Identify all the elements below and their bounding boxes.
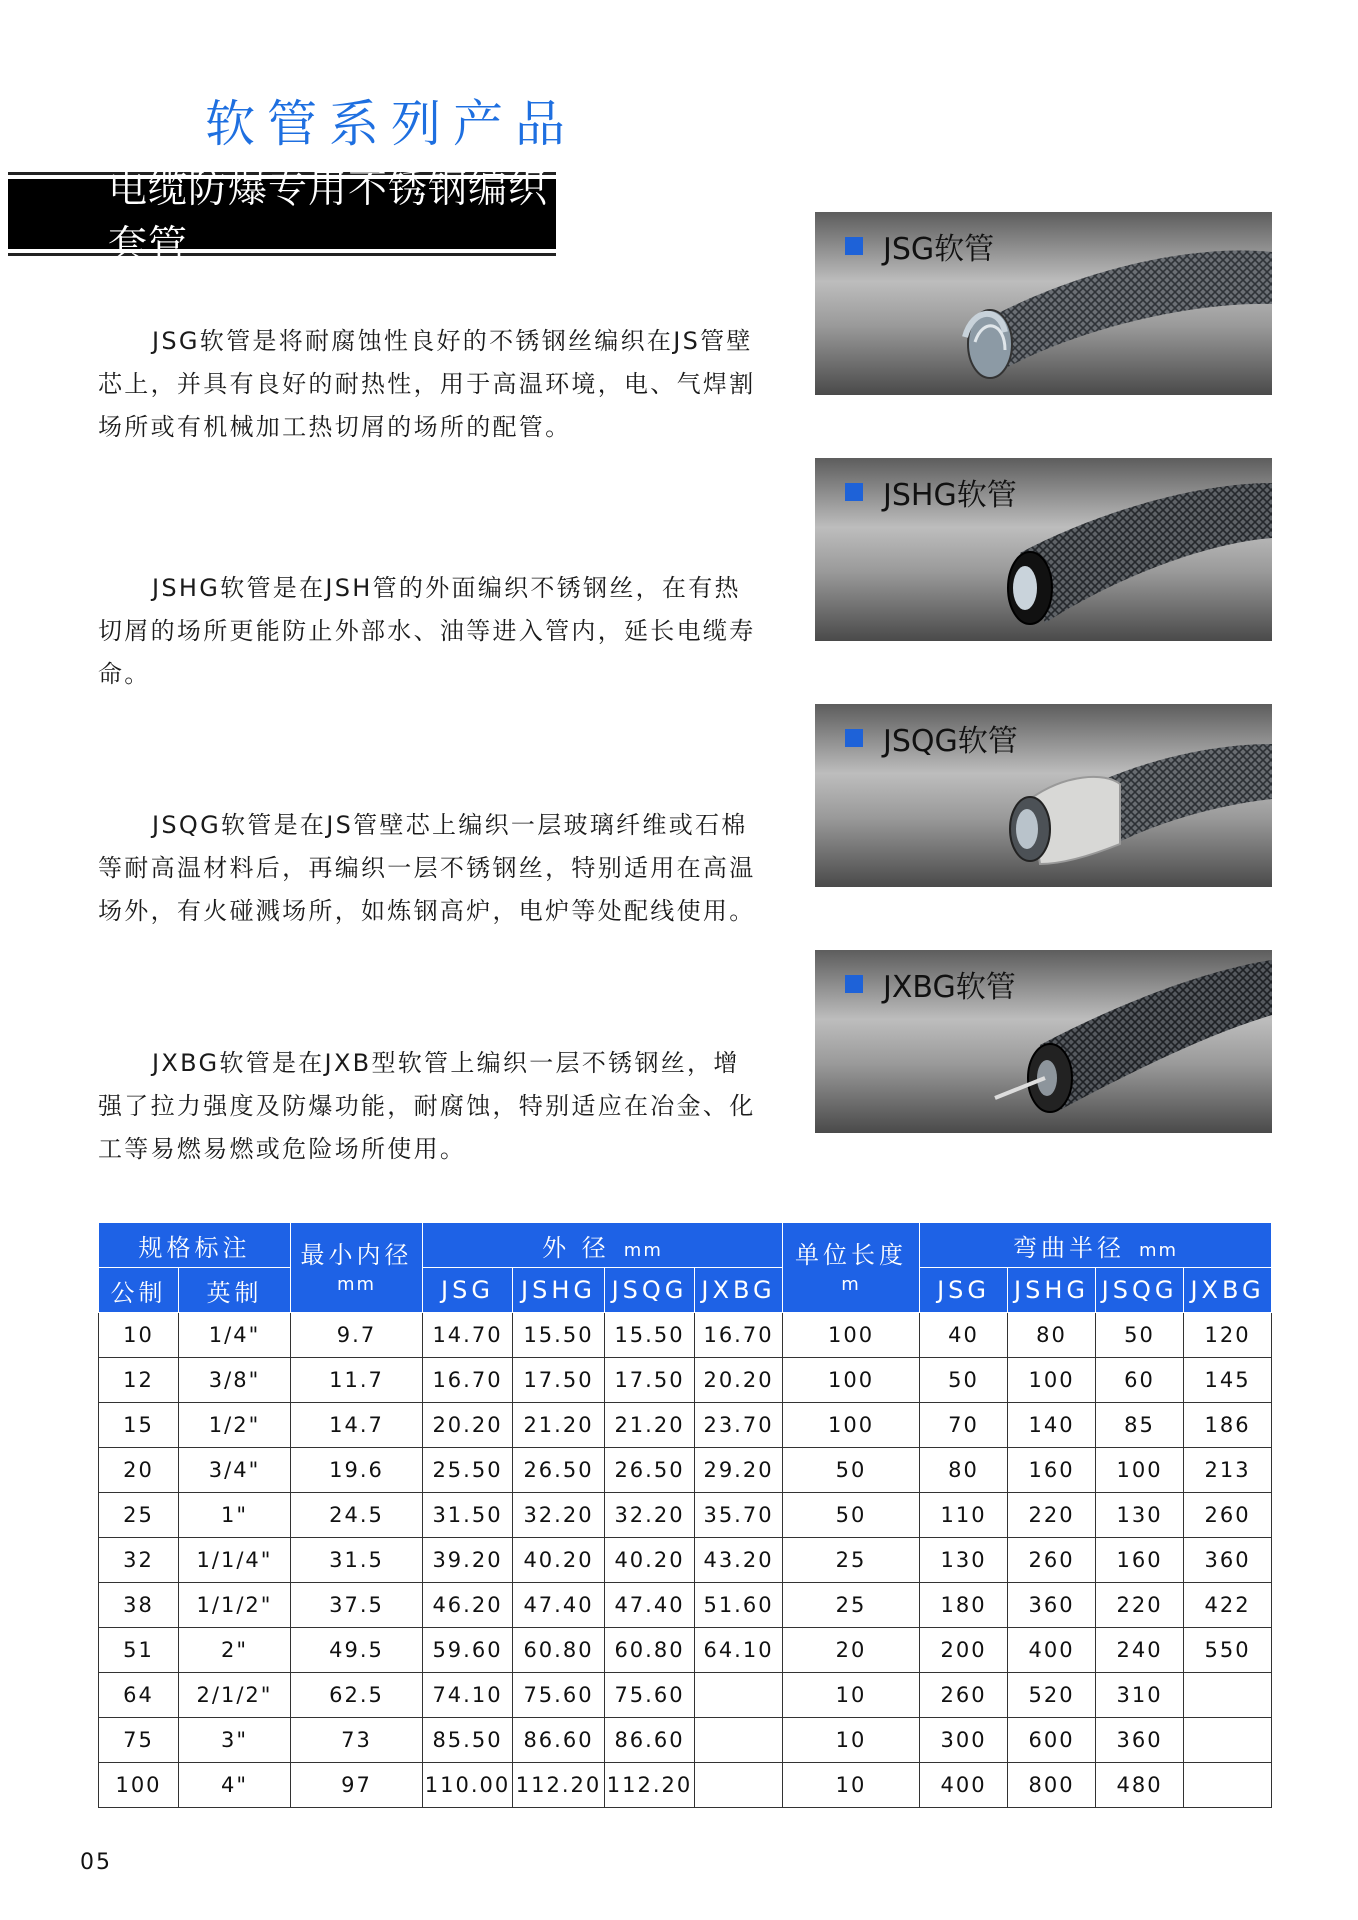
table-cell: 100 [1096, 1448, 1184, 1493]
table-cell: 100 [783, 1313, 920, 1358]
table-cell: 360 [1184, 1538, 1272, 1583]
header-metric: 公制 [99, 1268, 179, 1313]
table-cell: 300 [920, 1718, 1008, 1763]
table-cell: 47.40 [513, 1583, 605, 1628]
jxbg-photo-label: JXBG软管 [883, 970, 1016, 1005]
table-cell: 60 [1096, 1358, 1184, 1403]
table-cell: 1/1/4" [179, 1538, 291, 1583]
table-cell: 112.20 [605, 1763, 695, 1808]
table-cell: 75 [99, 1718, 179, 1763]
table-cell: 75.60 [605, 1673, 695, 1718]
table-cell: 31.50 [423, 1493, 513, 1538]
table-cell: 4" [179, 1763, 291, 1808]
table-cell: 74.10 [423, 1673, 513, 1718]
bullet-square-icon [845, 729, 863, 747]
table-cell: 360 [1008, 1583, 1096, 1628]
section-banner [8, 167, 556, 268]
jsqg-photo-label: JSQG软管 [883, 724, 1018, 759]
table-cell: 80 [920, 1448, 1008, 1493]
table-cell: 600 [1008, 1718, 1096, 1763]
table-cell: 60.80 [513, 1628, 605, 1673]
header-min-id-unit: mm [336, 1274, 377, 1295]
table-cell: 220 [1008, 1493, 1096, 1538]
header-unit-length-label: 单位长度 [795, 1241, 908, 1269]
table-cell: 3/4" [179, 1448, 291, 1493]
table-cell: 16.70 [423, 1358, 513, 1403]
table-cell: 1/1/2" [179, 1583, 291, 1628]
header-od-jsqg: JSQG [605, 1268, 695, 1313]
table-cell: 9.7 [291, 1313, 423, 1358]
table-cell: 24.5 [291, 1493, 423, 1538]
table-cell: 140 [1008, 1403, 1096, 1448]
table-cell: 40 [920, 1313, 1008, 1358]
table-cell: 160 [1096, 1538, 1184, 1583]
table-row [99, 1358, 1272, 1403]
bullet-square-icon [845, 483, 863, 501]
table-row [99, 1538, 1272, 1583]
table-cell: 86.60 [605, 1718, 695, 1763]
table-cell: 37.5 [291, 1583, 423, 1628]
table-cell: 400 [1008, 1628, 1096, 1673]
table-cell: 21.20 [513, 1403, 605, 1448]
table-cell: 21.20 [605, 1403, 695, 1448]
table-cell: 20.20 [695, 1358, 783, 1403]
table-cell: 130 [1096, 1493, 1184, 1538]
table-cell: 20.20 [423, 1403, 513, 1448]
table-cell: 112.20 [513, 1763, 605, 1808]
table-cell: 39.20 [423, 1538, 513, 1583]
header-min-inner-diameter [291, 1223, 423, 1313]
table-cell: 31.5 [291, 1538, 423, 1583]
header-bend-jsg: JSG [920, 1268, 1008, 1313]
table-cell: 422 [1184, 1583, 1272, 1628]
table-cell: 29.20 [695, 1448, 783, 1493]
table-cell: 38 [99, 1583, 179, 1628]
header-outer-diameter [423, 1223, 783, 1268]
table-cell [1184, 1673, 1272, 1718]
table-cell: 51.60 [695, 1583, 783, 1628]
table-cell: 26.50 [513, 1448, 605, 1493]
table-cell: 60.80 [605, 1628, 695, 1673]
table-cell: 15.50 [513, 1313, 605, 1358]
table-cell: 3" [179, 1718, 291, 1763]
table-cell: 800 [1008, 1763, 1096, 1808]
bullet-square-icon [845, 975, 863, 993]
table-cell: 310 [1096, 1673, 1184, 1718]
table-cell: 25 [783, 1538, 920, 1583]
table-cell: 100 [1008, 1358, 1096, 1403]
table-cell: 47.40 [605, 1583, 695, 1628]
table-cell: 14.70 [423, 1313, 513, 1358]
table-cell: 260 [1184, 1493, 1272, 1538]
table-cell: 32.20 [513, 1493, 605, 1538]
jsg-photo [815, 212, 1272, 395]
table-cell [1184, 1763, 1272, 1808]
table-cell: 2/1/2" [179, 1673, 291, 1718]
table-cell: 73 [291, 1718, 423, 1763]
table-row [99, 1628, 1272, 1673]
table-cell: 43.20 [695, 1538, 783, 1583]
table-cell [1184, 1718, 1272, 1763]
table-row [99, 1493, 1272, 1538]
table-row [99, 1583, 1272, 1628]
table-cell: 25.50 [423, 1448, 513, 1493]
table-cell: 50 [783, 1448, 920, 1493]
table-cell: 240 [1096, 1628, 1184, 1673]
jshg-photo [815, 458, 1272, 641]
table-cell: 59.60 [423, 1628, 513, 1673]
table-cell: 85 [1096, 1403, 1184, 1448]
table-row [99, 1448, 1272, 1493]
table-cell: 26.50 [605, 1448, 695, 1493]
jsg-photo-label: JSG软管 [883, 232, 995, 267]
table-cell: 2" [179, 1628, 291, 1673]
header-imperial: 英制 [179, 1268, 291, 1313]
table-cell: 213 [1184, 1448, 1272, 1493]
table-cell: 50 [1096, 1313, 1184, 1358]
jxbg-description: JXBG软管是在JXB型软管上编织一层不锈钢丝，增强了拉力强度及防爆功能，耐腐蚀，特别适应在冶金、化工等易燃易燃或危险场所使用。 [98, 1049, 756, 1163]
header-min-id-label: 最小内径 [300, 1241, 413, 1269]
table-cell: 50 [783, 1493, 920, 1538]
table-cell: 1" [179, 1493, 291, 1538]
table-row [99, 1763, 1272, 1808]
table-cell: 3/8" [179, 1358, 291, 1403]
table-cell: 14.7 [291, 1403, 423, 1448]
jsqg-photo [815, 704, 1272, 887]
table-cell: 520 [1008, 1673, 1096, 1718]
table-cell: 32 [99, 1538, 179, 1583]
table-row [99, 1403, 1272, 1448]
header-bend-jsqg: JSQG [1096, 1268, 1184, 1313]
table-cell: 62.5 [291, 1673, 423, 1718]
table-cell [695, 1673, 783, 1718]
table-cell: 15.50 [605, 1313, 695, 1358]
header-bend-radius [920, 1223, 1272, 1268]
bullet-square-icon [845, 237, 863, 255]
table-row [99, 1673, 1272, 1718]
table-cell: 11.7 [291, 1358, 423, 1403]
table-cell: 97 [291, 1763, 423, 1808]
table-cell: 40.20 [605, 1538, 695, 1583]
table-cell: 260 [920, 1673, 1008, 1718]
jxbg-photo [815, 950, 1272, 1133]
table-cell: 160 [1008, 1448, 1096, 1493]
banner-title: 电缆防爆专用不锈钢编织套管 [108, 167, 549, 268]
table-cell: 145 [1184, 1358, 1272, 1403]
table-cell: 75.60 [513, 1673, 605, 1718]
jshg-description: JSHG软管是在JSH管的外面编织不锈钢丝，在有热切屑的场所更能防止外部水、油等进入管内，延长电缆寿命。 [98, 574, 756, 688]
table-cell: 186 [1184, 1403, 1272, 1448]
table-cell: 260 [1008, 1538, 1096, 1583]
table-cell: 16.70 [695, 1313, 783, 1358]
header-od-jsg: JSG [423, 1268, 513, 1313]
table-cell: 220 [1096, 1583, 1184, 1628]
header-od-jxbg: JXBG [695, 1268, 783, 1313]
table-cell: 20 [99, 1448, 179, 1493]
table-cell: 1/4" [179, 1313, 291, 1358]
table-cell: 360 [1096, 1718, 1184, 1763]
spec-table [98, 1222, 1272, 1808]
table-cell: 200 [920, 1628, 1008, 1673]
table-cell: 40.20 [513, 1538, 605, 1583]
table-cell: 1/2" [179, 1403, 291, 1448]
table-cell: 46.20 [423, 1583, 513, 1628]
table-cell: 86.60 [513, 1718, 605, 1763]
table-cell: 64.10 [695, 1628, 783, 1673]
header-bend-jshg: JSHG [1008, 1268, 1096, 1313]
table-cell: 400 [920, 1763, 1008, 1808]
table-cell: 110 [920, 1493, 1008, 1538]
table-cell: 10 [99, 1313, 179, 1358]
table-cell: 50 [920, 1358, 1008, 1403]
table-cell: 12 [99, 1358, 179, 1403]
table-cell: 17.50 [605, 1358, 695, 1403]
table-cell: 19.6 [291, 1448, 423, 1493]
table-cell [695, 1718, 783, 1763]
table-cell: 85.50 [423, 1718, 513, 1763]
header-spec: 规格标注 [99, 1223, 291, 1268]
header-od-jshg: JSHG [513, 1268, 605, 1313]
header-bend-jxbg: JXBG [1184, 1268, 1272, 1313]
table-row [99, 1718, 1272, 1763]
table-cell: 130 [920, 1538, 1008, 1583]
header-od-unit: mm [623, 1239, 663, 1261]
table-row [99, 1313, 1272, 1358]
table-cell: 550 [1184, 1628, 1272, 1673]
table-cell: 480 [1096, 1763, 1184, 1808]
table-cell: 35.70 [695, 1493, 783, 1538]
table-cell: 80 [1008, 1313, 1096, 1358]
jsg-description: JSG软管是将耐腐蚀性良好的不锈钢丝编织在JS管壁芯上，并具有良好的耐热性，用于高温环境，电、气焊割场所或有机械加工热切屑的场所的配管。 [98, 327, 756, 441]
table-cell: 49.5 [291, 1628, 423, 1673]
table-cell: 23.70 [695, 1403, 783, 1448]
table-cell: 64 [99, 1673, 179, 1718]
table-cell: 10 [783, 1718, 920, 1763]
header-bend-label: 弯曲半径 [1013, 1233, 1125, 1262]
table-cell: 10 [783, 1763, 920, 1808]
table-cell: 100 [783, 1403, 920, 1448]
table-cell: 20 [783, 1628, 920, 1673]
table-cell: 15 [99, 1403, 179, 1448]
series-title: 软管系列产品 [205, 95, 577, 153]
page-number: 05 [80, 1850, 112, 1875]
header-unit-length-unit: m [841, 1274, 861, 1295]
jshg-photo-label: JSHG软管 [883, 478, 1017, 513]
spec-table-body [99, 1313, 1272, 1808]
table-cell: 100 [99, 1763, 179, 1808]
table-cell: 25 [99, 1493, 179, 1538]
header-bend-unit: mm [1139, 1239, 1179, 1261]
table-cell [695, 1763, 783, 1808]
table-cell: 100 [783, 1358, 920, 1403]
table-cell: 32.20 [605, 1493, 695, 1538]
table-cell: 25 [783, 1583, 920, 1628]
table-cell: 51 [99, 1628, 179, 1673]
table-cell: 10 [783, 1673, 920, 1718]
header-od-label: 外 径 [542, 1233, 610, 1262]
table-cell: 120 [1184, 1313, 1272, 1358]
table-cell: 70 [920, 1403, 1008, 1448]
table-cell: 17.50 [513, 1358, 605, 1403]
header-unit-length [783, 1223, 920, 1313]
table-cell: 180 [920, 1583, 1008, 1628]
jsqg-description: JSQG软管是在JS管壁芯上编织一层玻璃纤维或石棉等耐高温材料后，再编织一层不锈钢丝，特别适用在高温场外，有火碰溅场所，如炼钢高炉，电炉等处配线使用。 [98, 811, 756, 925]
table-cell: 110.00 [423, 1763, 513, 1808]
